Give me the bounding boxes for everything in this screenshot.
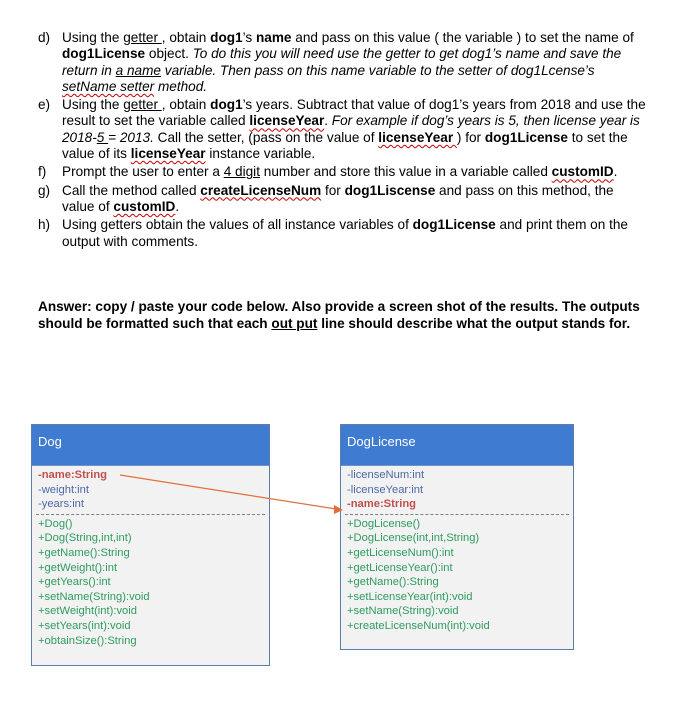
step-label: d): [38, 30, 51, 45]
dog-method: +Dog(): [38, 517, 73, 530]
text-run: dog1License: [62, 46, 146, 62]
text-run: Answer: copy / paste your code below. Also provide a screen shot of the results. The outputs should be formatted such that each: [38, 299, 640, 331]
text-run: .: [324, 113, 332, 129]
text-run: object.: [145, 46, 193, 62]
doglicense-attributes: [341, 466, 573, 514]
text-run: For example if dog’s years is 5, then license year is 2018-: [62, 113, 640, 145]
text-run: Call the method called: [62, 182, 201, 198]
dog-attribute: -years:int: [38, 498, 85, 511]
assignment-steps: [38, 30, 648, 252]
text-run: dog1License: [484, 129, 568, 145]
text-run: dog1: [210, 30, 243, 45]
dog-class-box: [31, 424, 270, 666]
text-run: .: [175, 198, 180, 214]
doglicense-attribute: -licenseNum:int: [347, 469, 425, 481]
text-run: Using getters obtain the values of all instance variables of: [62, 217, 413, 233]
text-run: ’s years. Subtract that value of dog1’s years from 2018 and use the result to set the variable called: [62, 97, 646, 129]
step-item: [38, 217, 648, 250]
dog-method: +setWeight(int):void: [38, 605, 137, 618]
doglicense-method: +setName(String):void: [347, 605, 459, 618]
text-run: Prompt the user to enter a: [62, 164, 224, 180]
doglicense-class-box: [340, 424, 574, 650]
text-run: a name: [115, 62, 161, 78]
step-label: g): [38, 182, 51, 198]
dog-method: +setName(String):void: [38, 590, 150, 603]
answer-instructions: [38, 298, 648, 332]
step-label: e): [38, 97, 51, 113]
doglicense-method: +getLicenseYear():int: [347, 561, 453, 574]
text-run: licenseYear: [378, 129, 457, 145]
text-run: licenseYear: [130, 146, 206, 162]
text-run: ) for: [456, 129, 485, 145]
text-run: = 2013.: [108, 129, 154, 145]
step-item: [38, 97, 648, 162]
text-run: getter: [123, 97, 162, 113]
text-run: Using the: [62, 97, 124, 113]
step-item: [38, 30, 648, 95]
text-run: licenseYear: [249, 113, 325, 129]
text-run: out put: [271, 316, 318, 331]
text-run: createLicenseNum: [200, 182, 322, 198]
text-run: ’s: [242, 30, 256, 45]
dog-attribute: -weight:int: [38, 483, 89, 496]
dog-method: +Dog(String,int,int): [38, 532, 132, 545]
text-run: 4 digit: [223, 164, 260, 180]
text-run: line should describe what the output stands for.: [317, 316, 631, 331]
dog-class-title: Dog: [32, 425, 269, 466]
step-item: [38, 164, 648, 180]
text-run: dog1License: [412, 217, 496, 233]
text-run: , obtain: [161, 97, 211, 113]
step-label: h): [38, 217, 51, 233]
text-run: setName setter: [62, 78, 155, 94]
dog-method: +obtainSize():String: [38, 634, 137, 647]
dog-attributes: [32, 466, 269, 514]
text-run: .: [613, 164, 618, 180]
dog-method: +getYears():int: [38, 576, 111, 589]
text-run: and print them on the output with comments.: [62, 217, 628, 249]
text-run: instance variable.: [205, 146, 316, 162]
text-run: for: [321, 182, 345, 198]
text-run: dog1Liscense: [344, 182, 436, 198]
doglicense-method: +DogLicense(int,int,String): [347, 532, 480, 545]
dog-method: +getName():String: [38, 546, 130, 559]
text-run: Using the: [62, 30, 124, 45]
doglicense-methods: [341, 515, 573, 636]
doglicense-method: +setLicenseYear(int):void: [347, 590, 473, 603]
text-run: , obtain: [161, 30, 211, 45]
text-run: number and store this value in a variable called: [259, 164, 552, 180]
step-item: [38, 183, 648, 216]
text-run: 5: [96, 129, 109, 145]
doglicense-attribute: -name:String: [347, 498, 416, 511]
dog-methods: [32, 515, 269, 650]
doglicense-method: +getLicenseNum():int: [347, 546, 454, 559]
text-run: customID: [113, 198, 176, 214]
step-label: f): [38, 164, 47, 180]
dog-method: +getWeight():int: [38, 561, 118, 574]
text-run: customID: [551, 164, 614, 180]
doglicense-attribute: -licenseYear:int: [347, 483, 424, 496]
text-run: variable. Then pass on this name variable to the setter of dog1Lcense’s: [161, 62, 595, 78]
text-run: and pass on this method, the value of: [62, 182, 614, 214]
text-run: method.: [154, 78, 208, 94]
doglicense-method: +DogLicense(): [347, 517, 421, 530]
text-run: and pass on this value ( the variable ) to set the name of: [291, 30, 634, 45]
dog-method: +setYears(int):void: [38, 619, 131, 632]
doglicense-class-title: DogLicense: [341, 425, 573, 466]
dog-attribute: -name:String: [38, 469, 107, 481]
doglicense-method: +getName():String: [347, 576, 439, 589]
text-run: To do this you will need use the getter to get dog1’s name and save the return in: [62, 46, 622, 78]
text-run: dog1: [210, 97, 243, 113]
text-run: name: [255, 30, 292, 45]
doglicense-method: +createLicenseNum(int):void: [347, 619, 490, 632]
text-run: getter: [123, 30, 162, 45]
text-run: to set the value of its: [62, 129, 628, 162]
text-run: Call the setter, (pass on the value of: [153, 129, 379, 145]
